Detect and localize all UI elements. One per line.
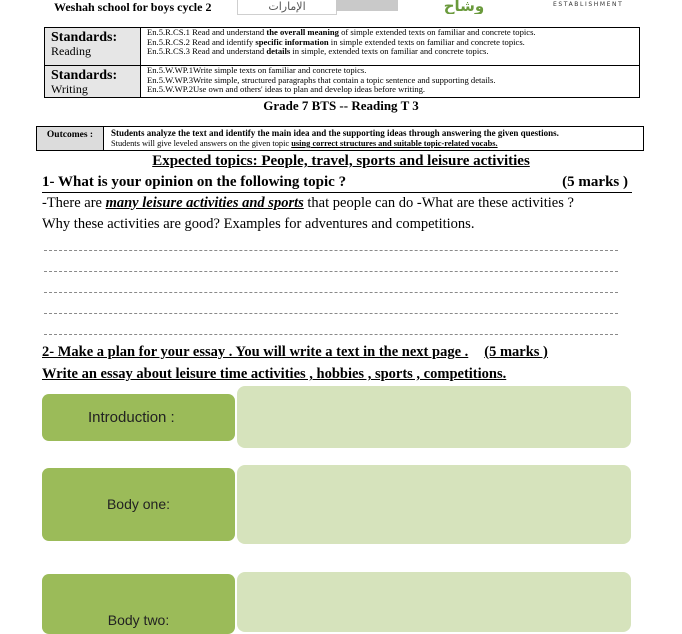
standards-writing-cell: [45, 66, 141, 97]
standards-table: [44, 27, 640, 98]
introduction-answer-box[interactable]: [237, 386, 631, 448]
standard-line: En.5.W.WP.3Write simple, structured paragraphs that contain a topic sentence and supporting details.: [147, 74, 496, 85]
body-two-answer-box[interactable]: [237, 572, 631, 632]
answer-line[interactable]: [44, 250, 618, 251]
logo-green-text: وشاح: [443, 0, 485, 14]
answer-line[interactable]: [44, 271, 618, 272]
school-name: Weshah school for boys cycle 2: [54, 0, 212, 14]
logo-arabic-text: الإمارات: [237, 0, 337, 15]
body-two-label: Body two:: [42, 574, 235, 634]
question-1-prompt: -There are many leisure activities and sports that people can do -What are these activities ?: [42, 195, 574, 211]
standards-writing-heading: Standards:: [51, 68, 118, 83]
standard-line: En.5.R.CS.2 Read and identify specific information in simple extended texts on familiar and concrete topics.: [147, 36, 525, 47]
standards-writing-subheading: Writing: [51, 82, 88, 96]
body-one-answer-box[interactable]: [237, 465, 631, 544]
standards-reading-list: [147, 28, 635, 57]
question-1-prompt-2: Why these activities are good? Examples for adventures and competitions.: [42, 216, 475, 232]
standard-line: En.5.W.WP.2Use own and others' ideas to plan and develop ideas before writing.: [147, 84, 426, 95]
question-1-title: 1- What is your opinion on the following topic ? (5 marks ): [42, 174, 632, 193]
grade-title: Grade 7 BTS -- Reading T 3: [263, 98, 419, 113]
establishment-label: ESTABLISHMENT: [553, 1, 624, 8]
answer-line[interactable]: [44, 313, 618, 314]
standards-reading-subheading: Reading: [51, 44, 91, 58]
standards-writing-row: [45, 66, 639, 97]
outcomes-line-1: Students analyze the text and identify the main idea and the supporting ideas through answering the given questions.: [111, 128, 559, 138]
expected-topics: Expected topics: People, travel, sports and leisure activities: [152, 153, 530, 169]
outcomes-label: Outcomes :: [37, 127, 104, 150]
question-1-marks: (5 marks ): [562, 174, 628, 190]
body-one-label: Body one:: [42, 468, 235, 541]
outcomes-box: [36, 126, 644, 151]
outcomes-line-2: Students will give leveled answers on the given topic using correct structures and suitable topic-related vocabs.: [111, 139, 498, 148]
answer-line[interactable]: [44, 334, 618, 335]
standards-writing-list: [147, 66, 635, 95]
standards-reading-heading: Standards:: [51, 30, 118, 45]
question-2-instruction: Write an essay about leisure time activities , hobbies , sports , competitions.: [42, 366, 507, 382]
question-2-title: 2- Make a plan for your essay . You will write a text in the next page . (5 marks ): [42, 344, 548, 360]
standard-line: En.5.R.CS.3 Read and understand details in simple, extended texts on familiar and concrete topics.: [147, 46, 489, 57]
logo-graphic: [336, 0, 398, 11]
question-2-marks: (5 marks ): [484, 344, 548, 360]
standards-reading-cell: [45, 28, 141, 65]
answer-line[interactable]: [44, 292, 618, 293]
standard-line: En.5.W.WP.1Write simple texts on familiar and concrete topics.: [147, 65, 367, 75]
introduction-label: Introduction :: [42, 394, 235, 441]
standard-line: En.5.R.CS.1 Read and understand the overall meaning of simple extended texts on familiar and concrete topics.: [147, 27, 536, 37]
standards-reading-row: [45, 28, 639, 66]
